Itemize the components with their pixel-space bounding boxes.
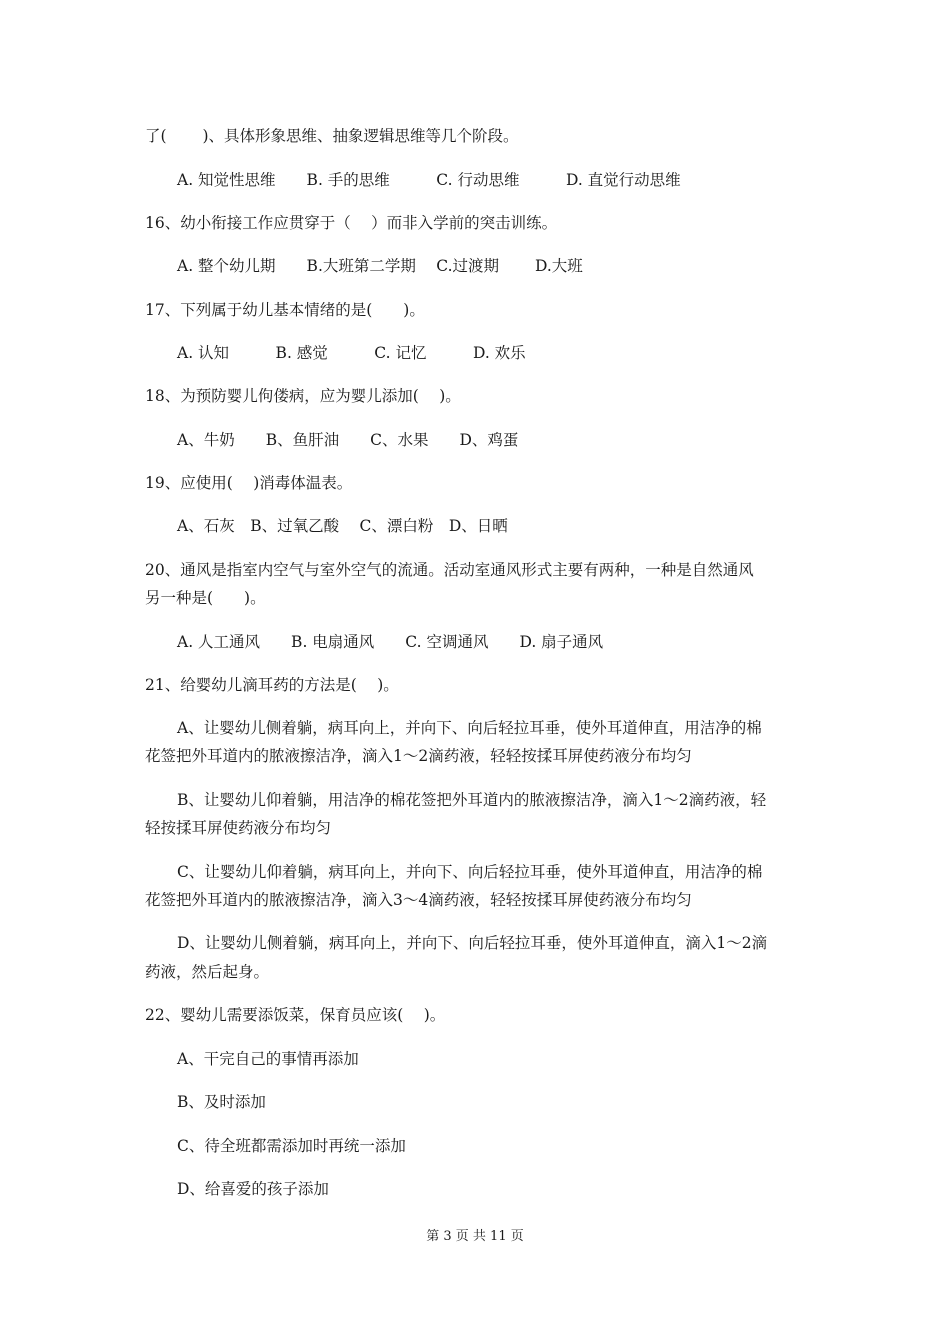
- question-17-options: A. 认知 B. 感觉 C. 记忆 D. 欢乐: [177, 344, 526, 362]
- question-21: 21、给婴幼儿滴耳药的方法是( )。: [145, 676, 399, 694]
- question-22-option-a: A、干完自己的事情再添加: [177, 1050, 359, 1068]
- question-17: 17、下列属于幼儿基本情绪的是( )。: [145, 301, 425, 319]
- question-20-continuation: 另一种是( )。: [145, 589, 266, 607]
- question-16-options: A. 整个幼儿期 B.大班第二学期 C.过渡期 D.大班: [177, 257, 583, 275]
- question-21-option-a: A、让婴幼儿侧着躺，病耳向上，并向下、向后轻拉耳垂，使外耳道伸直，用洁净的棉: [177, 719, 762, 737]
- question-21-option-d-continuation: 药液，然后起身。: [145, 963, 270, 981]
- question-22-option-c: C、待全班都需添加时再统一添加: [177, 1137, 406, 1155]
- question-21-option-b: B、让婴幼儿仰着躺，用洁净的棉花签把外耳道内的脓液擦洁净，滴入1～2滴药液，轻: [177, 791, 767, 809]
- question-19-options: A、石灰 B、过氧乙酸 C、漂白粉 D、日晒: [177, 517, 508, 535]
- question-21-option-a-continuation: 花签把外耳道内的脓液擦洁净，滴入1～2滴药液，轻轻按揉耳屏使药液分布均匀: [145, 747, 692, 765]
- question-20: 20、通风是指室内空气与室外空气的流通。活动室通风形式主要有两种，一种是自然通风: [145, 561, 754, 579]
- question-18: 18、为预防婴儿佝偻病，应为婴儿添加( )。: [145, 387, 461, 405]
- question-21-option-b-continuation: 轻按揉耳屏使药液分布均匀: [145, 819, 332, 837]
- page-footer: 第 3 页 共 11 页: [426, 1229, 524, 1244]
- question-22-option-b: B、及时添加: [177, 1093, 266, 1111]
- question-19: 19、应使用( )消毒体温表。: [145, 474, 353, 492]
- question-22: 22、婴幼儿需要添饭菜，保育员应该( )。: [145, 1006, 446, 1024]
- question-22-option-d: D、给喜爱的孩子添加: [177, 1180, 329, 1198]
- question-18-options: A、牛奶 B、鱼肝油 C、水果 D、鸡蛋: [177, 431, 519, 449]
- question-15-continuation: 了( )、具体形象思维、抽象逻辑思维等几个阶段。: [145, 127, 519, 145]
- question-21-option-c: C、让婴幼儿仰着躺，病耳向上，并向下、向后轻拉耳垂，使外耳道伸直，用洁净的棉: [177, 863, 763, 881]
- question-21-option-d: D、让婴幼儿侧着躺，病耳向上，并向下、向后轻拉耳垂，使外耳道伸直，滴入1～2滴: [177, 934, 768, 952]
- question-21-option-c-continuation: 花签把外耳道内的脓液擦洁净，滴入3～4滴药液，轻轻按揉耳屏使药液分布均匀: [145, 891, 692, 909]
- question-15-options: A. 知觉性思维 B. 手的思维 C. 行动思维 D. 直觉行动思维: [177, 171, 681, 189]
- question-20-options: A. 人工通风 B. 电扇通风 C. 空调通风 D. 扇子通风: [177, 633, 604, 651]
- question-16: 16、幼小衔接工作应贯穿于（ ）而非入学前的突击训练。: [145, 214, 558, 232]
